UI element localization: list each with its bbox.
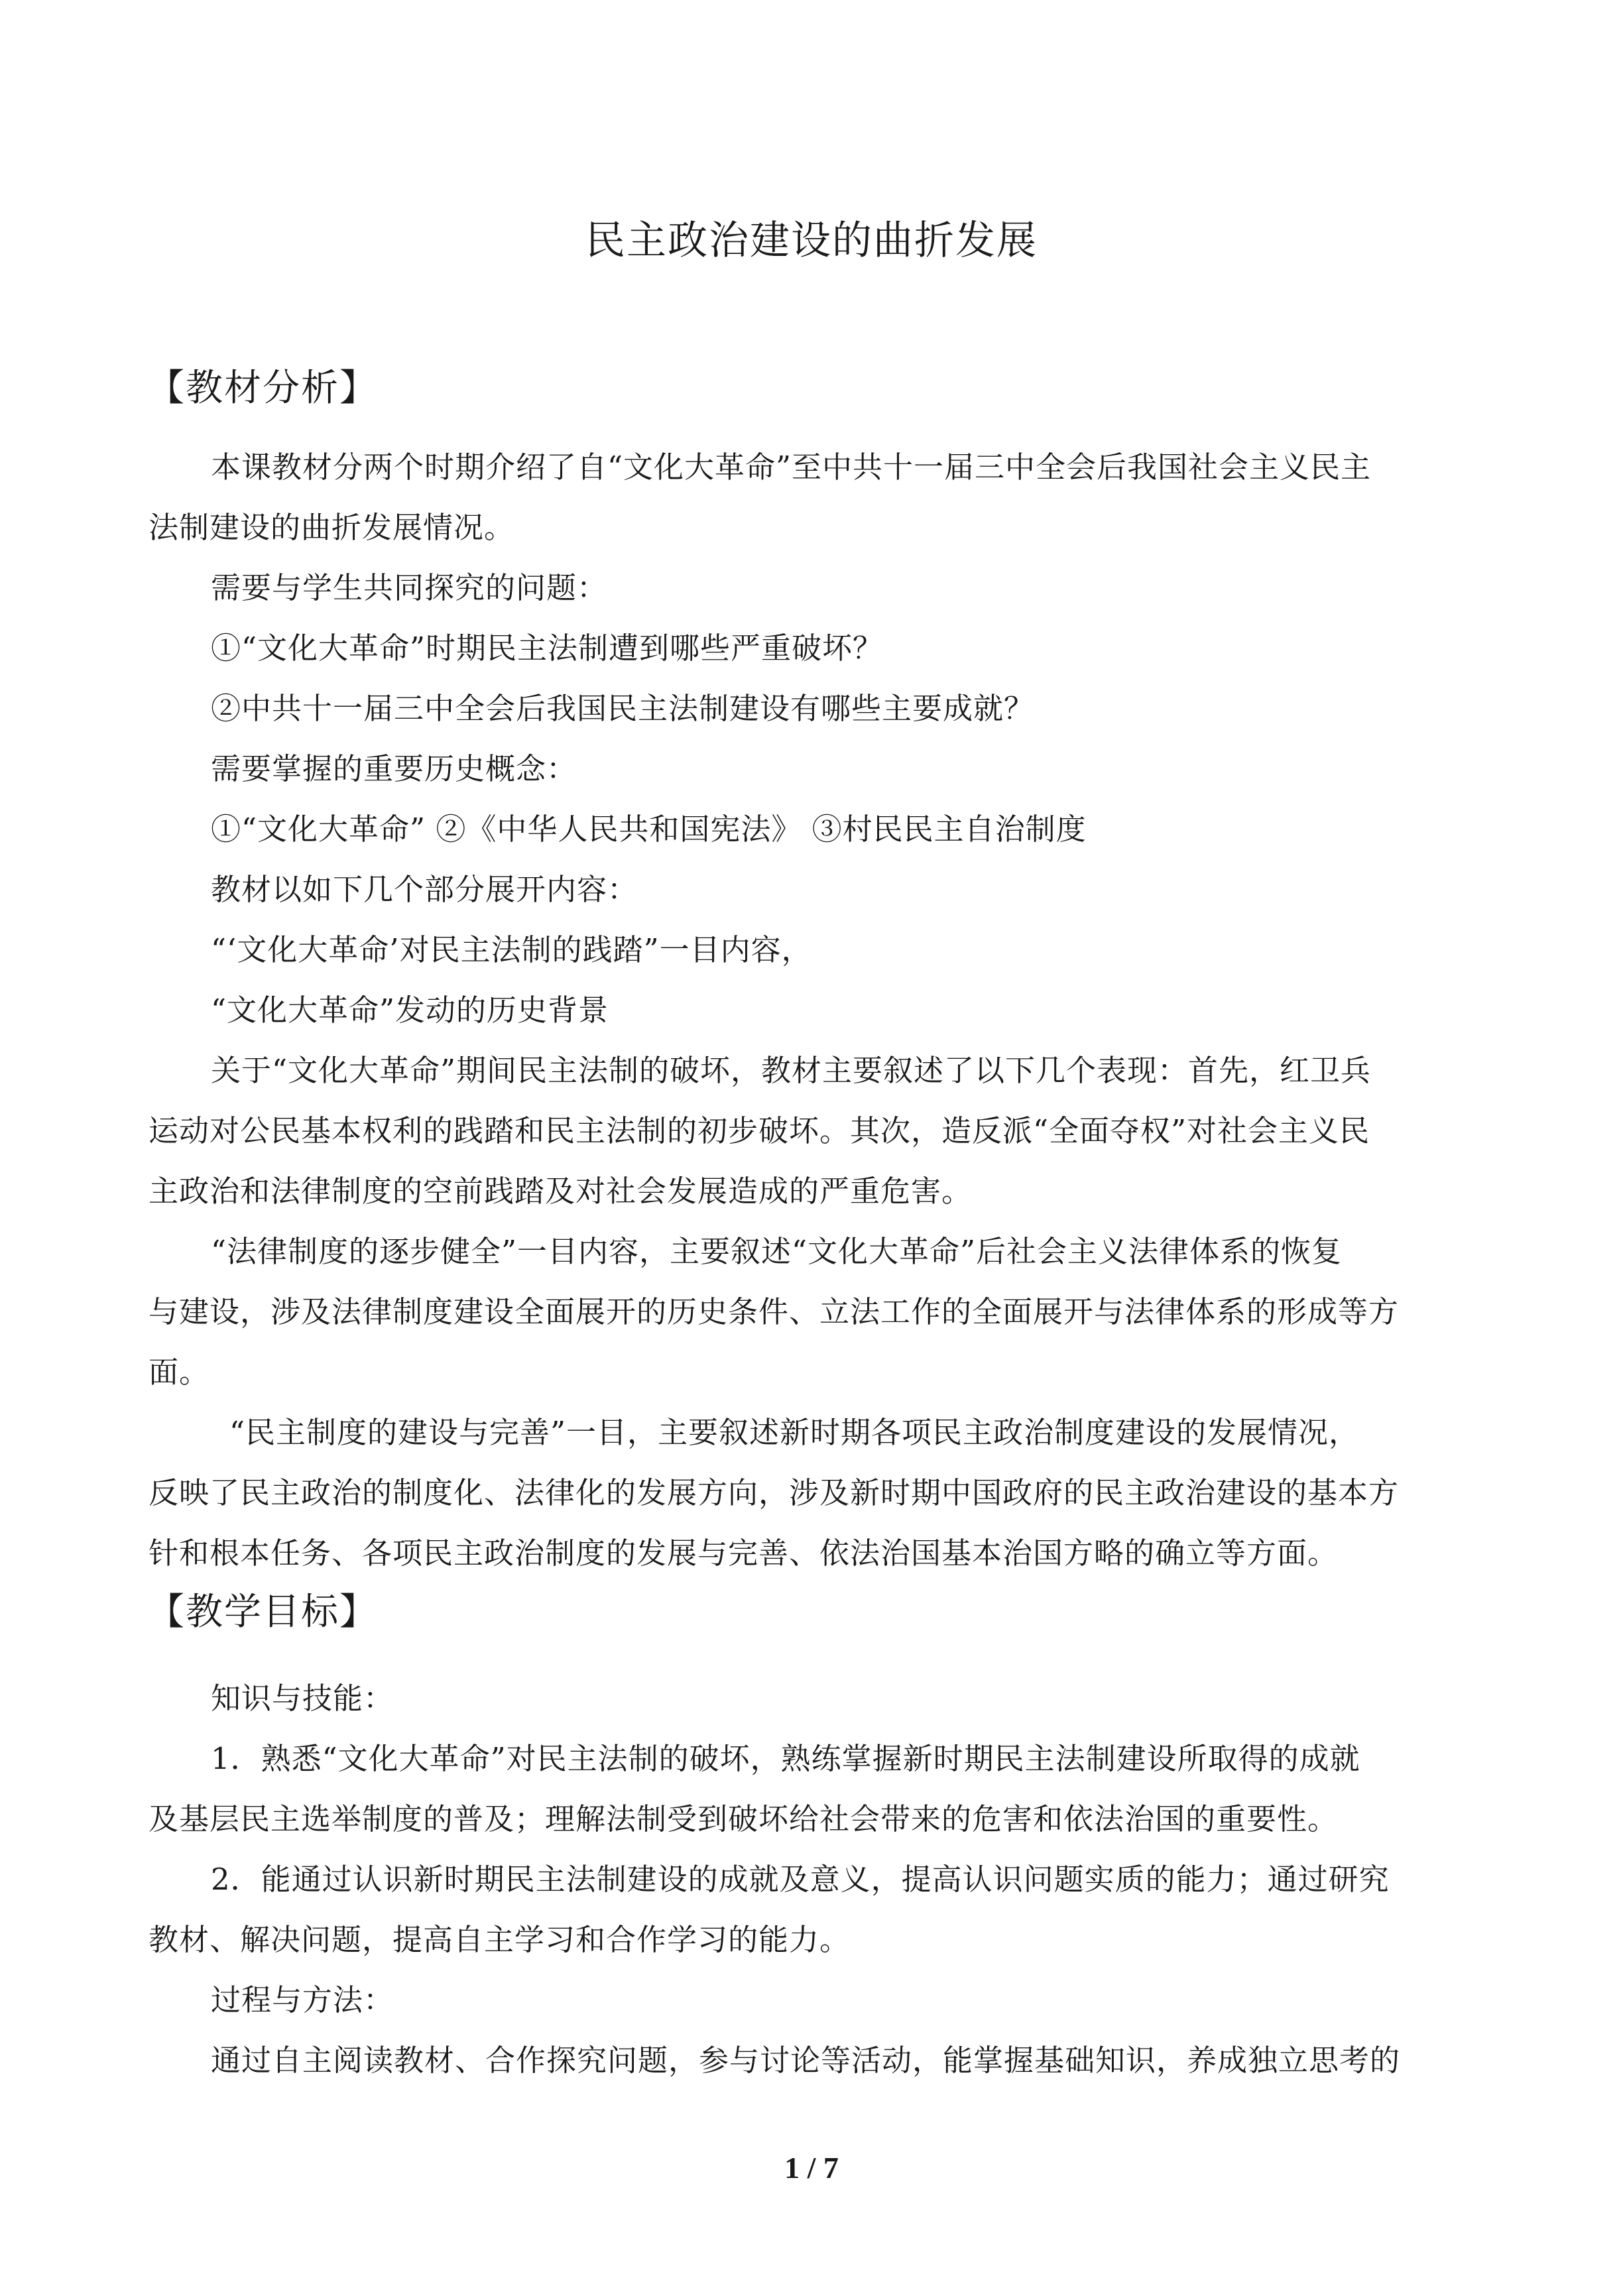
paragraph-line: 面。 (149, 1355, 210, 1390)
paragraph-line: ②中共十一届三中全会后我国民主法制建设有哪些主要成就？ (211, 691, 1035, 726)
paragraph-line: 通过自主阅读教材、合作探究问题，参与讨论等活动，能掌握基础知识，养成独立思考的 (211, 2043, 1401, 2078)
paragraph-line: 需要掌握的重要历史概念： (211, 751, 577, 786)
page-title: 民主政治建设的曲折发展 (585, 217, 1038, 264)
paragraph-line: 本课教材分两个时期介绍了自“文化大革命”至中共十一届三中全会后我国社会主义民主 (211, 450, 1372, 485)
paragraph-line: 主政治和法律制度的空前践踏及对社会发展造成的严重危害。 (149, 1174, 973, 1209)
paragraph-line: 针和根本任务、各项民主政治制度的发展与完善、依法治国基本治国方略的确立等方面。 (149, 1536, 1339, 1571)
paragraph-line: “文化大革命”发动的历史背景 (211, 993, 609, 1028)
paragraph-line: 法制建设的曲折发展情况。 (149, 510, 515, 545)
paragraph-line: 过程与方法： (211, 1982, 394, 2018)
paragraph-line: 需要与学生共同探究的问题： (211, 570, 608, 605)
paragraph-line: 1．熟悉“文化大革命”对民主法制的破坏，熟练掌握新时期民主法制建设所取得的成就 (211, 1741, 1360, 1776)
paragraph-line: “民主制度的建设与完善”一目，主要叙述新时期各项民主政治制度建设的发展情况， (229, 1415, 1360, 1450)
section-heading-textbook-analysis: 【教材分析】 (147, 367, 378, 410)
paragraph-line: 与建设，涉及法律制度建设全面展开的历史条件、立法工作的全面展开与法律体系的形成等方 (149, 1294, 1400, 1329)
paragraph-line: 教材、解决问题，提高自主学习和合作学习的能力。 (149, 1922, 851, 1957)
paragraph-line: 知识与技能： (211, 1681, 394, 1716)
paragraph-line: 教材以如下几个部分展开内容： (211, 872, 638, 907)
paragraph-line: 运动对公民基本权利的践踏和民主法制的初步破坏。其次，造反派“全面夺权”对社会主义民 (149, 1113, 1370, 1148)
paragraph-line: 关于“文化大革命”期间民主法制的破坏，教材主要叙述了以下几个表现：首先，红卫兵 (211, 1053, 1372, 1088)
paragraph-line: ①“文化大革命”时期民主法制遭到哪些严重破坏？ (211, 631, 884, 666)
paragraph-line: ①“文化大革命” ②《中华人民共和国宪法》 ③村民民主自治制度 (211, 812, 1087, 847)
paragraph-line: 及基层民主选举制度的普及；理解法制受到破坏给社会带来的危害和依法治国的重要性。 (149, 1801, 1339, 1837)
paragraph-line: “‘文化大革命’对民主法制的践踏”一目内容， (211, 932, 812, 967)
paragraph-line: 2．能通过认识新时期民主法制建设的成就及意义，提高认识问题实质的能力；通过研究 (211, 1862, 1390, 1897)
page-number: 1 / 7 (784, 2151, 839, 2185)
section-heading-teaching-goals: 【教学目标】 (147, 1591, 378, 1634)
paragraph-line: “法律制度的逐步健全”一目内容，主要叙述“文化大革命”后社会主义法律体系的恢复 (211, 1234, 1343, 1269)
paragraph-line: 反映了民主政治的制度化、法律化的发展方向，涉及新时期中国政府的民主政治建设的基本方 (149, 1475, 1400, 1510)
